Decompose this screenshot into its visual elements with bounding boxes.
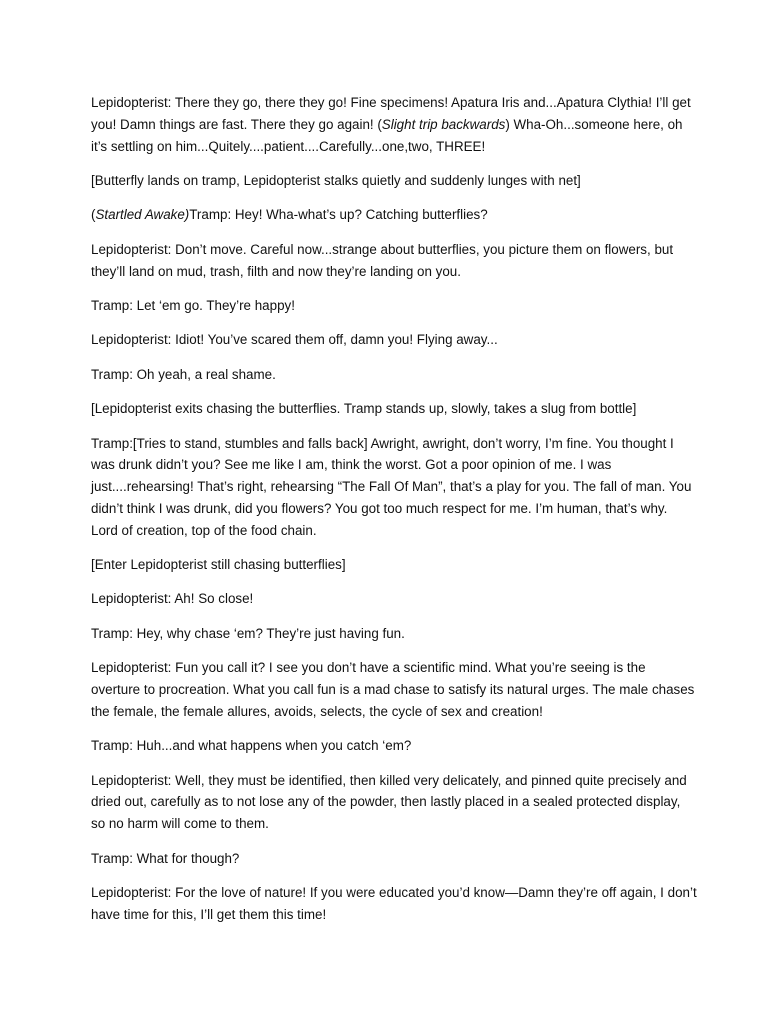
text-segment: ( (91, 207, 96, 223)
paragraph-13 (91, 657, 697, 722)
dialogue-line: Tramp: Huh...and what happens when you catch ‘em? (91, 738, 412, 754)
paragraph-11 (91, 588, 697, 610)
dialogue-line: Lepidopterist: Ah! So close! (91, 591, 254, 607)
stage-direction: [Enter Lepidopterist still chasing butterflies] (91, 557, 346, 573)
paragraph-7 (91, 364, 697, 386)
paragraph-12 (91, 623, 697, 645)
paragraph-6 (91, 329, 697, 351)
paragraph-17 (91, 882, 697, 926)
paragraph-15 (91, 770, 697, 835)
paragraph-1 (91, 92, 697, 157)
paragraph-14 (91, 735, 697, 757)
dialogue-line: Tramp:[Tries to stand, stumbles and falls back] Awright, awright, don’t worry, I’m fine. You thought I was drunk didn’t you? See me like I am, think the worst. Got a poor opinion of me. I was just....rehearsing! That’s right, rehearsing “The Fall Of Man”, that’s a play for you. The fall of man. You didn’t think I was drunk, did you flowers? You got too much respect for me. I’m human, that’s why. Lord of creation, top of the food chain. (91, 435, 692, 538)
stage-direction: [Lepidopterist exits chasing the butterflies. Tramp stands up, slowly, takes a slug from bottle] (91, 401, 637, 417)
stage-direction-italic: Startled Awake) (95, 207, 190, 223)
dialogue-line: Tramp: Hey, why chase ‘em? They’re just having fun. (91, 625, 405, 641)
stage-direction-italic: Slight trip backwards (381, 116, 506, 132)
text-segment: Tramp: Hey! Wha-what’s up? Catching butterflies? (189, 207, 488, 223)
dialogue-line: Lepidopterist: Idiot! You’ve scared them off, damn you! Flying away... (91, 332, 498, 348)
paragraph-4 (91, 239, 697, 283)
paragraph-9 (91, 433, 697, 542)
dialogue-line: Lepidopterist: Well, they must be identified, then killed very delicately, and pinned quite precisely and dried out, carefully as to not lose any of the powder, then lastly placed in a sealed protected display, so no harm will come to them. (91, 772, 687, 832)
paragraph-5 (91, 295, 697, 317)
text-segment: ) Wha-Oh...someone here, oh it’s settling on him...Quitely....patient....Carefully...one,two, THREE! (91, 116, 683, 154)
document-page (91, 92, 697, 938)
dialogue-line: Lepidopterist: Don’t move. Careful now...strange about butterflies, you picture them on flowers, but they’ll land on mud, trash, filth and now they’re landing on you. (91, 241, 674, 279)
paragraph-16 (91, 848, 697, 870)
dialogue-line: Tramp: Oh yeah, a real shame. (91, 366, 276, 382)
dialogue-line: Tramp: Let ‘em go. They’re happy! (91, 297, 295, 313)
text-segment: Lepidopterist: There they go, there they go! Fine specimens! Apatura Iris and...Apatura Clythia! I’ll get you! Damn things are fast. There they go again! ( (91, 95, 691, 132)
paragraph-3 (91, 204, 697, 226)
paragraph-2 (91, 170, 697, 192)
dialogue-line: Tramp: What for though? (91, 850, 240, 866)
paragraph-10 (91, 554, 697, 576)
stage-direction: [Butterfly lands on tramp, Lepidopterist stalks quietly and suddenly lunges with net] (91, 172, 581, 188)
dialogue-line: Lepidopterist: For the love of nature! If you were educated you’d know—Damn they’re off again, I don’t have time for this, I’ll get them this time! (91, 885, 697, 922)
paragraph-8 (91, 398, 697, 420)
dialogue-line: Lepidopterist: Fun you call it? I see you don’t have a scientific mind. What you’re seeing is the overture to procreation. What you call fun is a mad chase to satisfy its natural urges. The male chases the female, the female allures, avoids, selects, the cycle of sex and creation! (91, 660, 695, 719)
